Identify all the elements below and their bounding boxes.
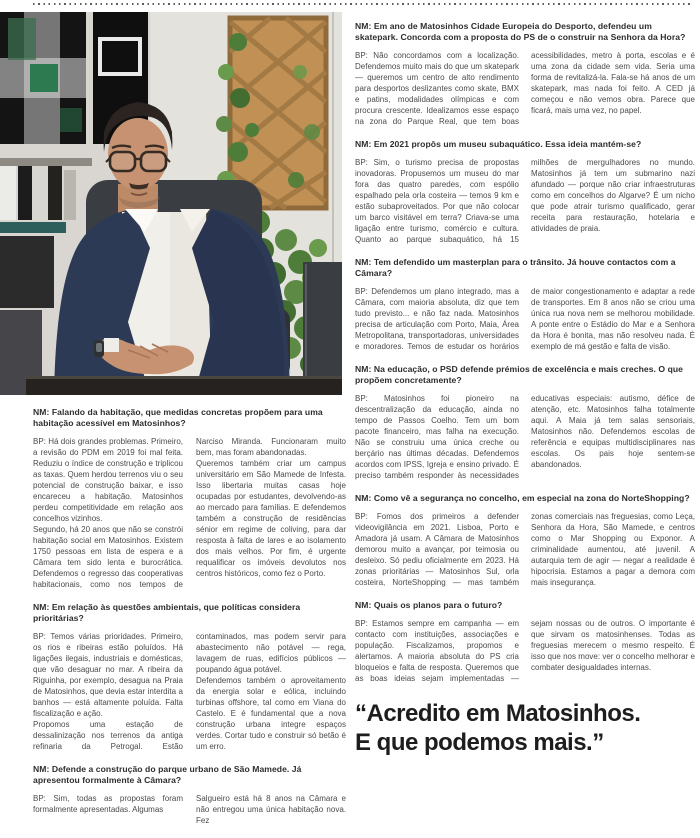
answer-paragraph: BP: Sim, todas as propostas foram formalmente apresentadas. Algumas <box>33 794 183 814</box>
answer-paragraph: Defendemos também o aproveitamento da energia solar e eólica, incluindo turbinas offshore, tal como em Viana do Castelo. E é fundamental que a nova construção urbana integre espaços verdes. Cortar tudo e construir só betão é um erro. <box>196 676 346 751</box>
laptop-monitor <box>303 262 342 380</box>
qa-housing <box>33 407 346 590</box>
desk <box>26 376 342 395</box>
qa-security <box>355 493 695 588</box>
question: NM: Em 2021 propôs um museu subaquático. Essa ideia mantém-se? <box>355 139 642 149</box>
question: NM: Em ano de Matosinhos Cidade Europeia do Desporto, defendeu um skatepark. Concorda com a proposta do PS de o construir na Senhora da Hora? <box>355 21 686 42</box>
qa-sao-mamede-park <box>33 764 346 826</box>
question: NM: Na educação, o PSD defende prémios de excelência e mais creches. O que propõem concretamente? <box>355 364 683 385</box>
answer-paragraph: BP: Defendemos um plano integrado, mas a Câmara, com maioria absoluta, diz que tem tudo previsto... e não faz nada. Matosinhos precisa de articulação com Porto, Maia, Área Metropolitana, transportadoras, universidades e moradores. Temos de estudar os horários de maior congestionamento e adaptar a rede de transportes. Em 8 anos não se criou uma única rua nova nem se melhorou mobilidade. A ponte entre o Estádio do Mar e a Senhora da Hora é bonita, mas não resolveu nada. É exemplo de má gestão e falta de visão. <box>355 287 695 351</box>
answer-paragraph: BP: Matosinhos foi pioneiro na descentralização da educação, ainda no tempo de Passos Coelho. Tem um bom pacote financeiro, mas falha na execução. Não se construiu uma única creche ou berçário nas últimas décadas. Defendemos acordos com IPSS, Igreja e ensino privado. É preciso também responder às necessidades educativas especiais: autismo, défice de atenção, etc. Matosinhos falha totalmente aqui. A Maia já tem salas sensoriais, Matosinhos não. Defendemos escolas de referência e equipas multidisciplinares nas escolas. Os pais hoje sentem-se abandonados. <box>355 394 695 480</box>
right-text-column <box>355 21 695 758</box>
qa-future-plans <box>355 600 695 684</box>
qa-skatepark <box>355 21 695 127</box>
answer <box>355 157 695 245</box>
question: NM: Falando da habitação, que medidas concretas propõem para uma habitação acessível em Matosinhos? <box>33 407 323 428</box>
answer-paragraph: BP: Temos várias prioridades. Primeiro, os rios e ribeiras estão poluídos. Há ligações ilegais, industriais e domésticas, que vão desaguar no mar. A ribeira da Riguinha, por exemplo, desagua na Praia de Matosinhos, que devia estar interdita a banhos — está altamente poluída. Falta fiscalização e ação. <box>33 632 183 718</box>
interview-photo <box>0 12 342 395</box>
answer-paragraph: BP: Estamos sempre em campanha — em contacto com instituições, associações e população. Fiscalizamos, propomos e alertamos. A maioria absoluta do PS cria bloqueios e falta de resposta. Queremos que as boas ideias sejam implementadas — sejam nossas ou de outros. O importante é que sirvam os matosinhenses. Todas as freguesias merecem o mesmo respeito. É isso que nos move: ver o concelho melhorar e combater desigualdades internas. <box>355 619 695 683</box>
answer-paragraph: BP: Há dois grandes problemas. Primeiro, a revisão do PDM em 2019 foi mal feita. Reduziu o índice de construção e triplicou as taxas. Quem herdou terrenos viu o seu potencial de construção baixar, e isso encareceu a habitação. Matosinhos perdeu competitividade em relação aos concelhos vizinhos. <box>33 437 183 523</box>
question: NM: Tem defendido um masterplan para o trânsito. Já houve contactos com a Câmara? <box>355 257 676 278</box>
qa-traffic-masterplan <box>355 257 695 352</box>
question: NM: Como vê a segurança no concelho, em especial na zona do NorteShopping? <box>355 493 690 503</box>
answer <box>355 618 695 684</box>
question: NM: Defende a construção do parque urbano de São Mamede. Já apresentou formalmente à Câmara? <box>33 764 302 785</box>
answer <box>33 793 346 826</box>
qa-environment <box>33 602 346 752</box>
pull-quote-line-1: “Acredito em Matosinhos. <box>355 700 641 727</box>
answer <box>355 393 695 481</box>
question: NM: Em relação às questões ambientais, que políticas considera prioritárias? <box>33 602 301 623</box>
answer-paragraph: BP: Sim, o turismo precisa de propostas inovadoras. Propusemos um museu do mar fora das quatro paredes, com espólio espalhado pela orla costeira — temos 9 km e estão subaproveitados. Por que não colocar um barco visitável em terra? Criava-se uma ligação entre turismo, comércio e cultura. Quanto ao parque subaquático, há 15 milhões de mergulhadores no mundo. Matosinhos já tem um submarino nazi afundado — porque não criar infraestruturas como em concelhos do Algarve? É um nicho que pode atrair turismo qualificado, gerar receita para restauração, hotelaria e atividades de praia. <box>355 158 695 244</box>
question: NM: Quais os planos para o futuro? <box>355 600 503 610</box>
answer-paragraph: BP: Fomos dos primeiros a defender videovigilância em 2021. Lisboa, Porto e Amadora já usam. A Câmara de Matosinhos demorou muito a avançar, por teimosia ou desleixo. Só pediu oficialmente em 2023. Há zonas prioritárias — Matosinhos Sul, orla costeira, NorteShopping — mas também zonas comerciais nas freguesias, como Leça, Senhora da Hora, São Mamede, e centros como o Mar Shopping ou Exponor. A criminalidade aumentou, até juvenil. A autarquia tem de agir — negar a realidade é hipocrisia. Estamos a pagar a demora com mais insegurança. <box>355 512 695 587</box>
answer-paragraph: Salgueiro está há 8 anos na Câmara e não entregou uma única habitação nova. Fez <box>196 794 346 825</box>
answer <box>33 631 346 752</box>
answer-paragraph: Queremos também criar um campus universitário em São Mamede de Infesta. Isso libertaria muitas casas hoje ocupadas por estudantes, devolvendo-as ao mercado para famílias. E defendemos também a construção de residências sénior em regime de coliving, para dar resposta à falta de lares e ao isolamento dos mais velhos. Por fim, é urgente requalificar os imóveis devolutos nos centros históricos, como fez o Porto. <box>196 459 346 578</box>
answer-paragraph: BP: Não concordamos com a localização. Defendemos muito mais do que um skatepark — queremos um centro de alto rendimento para desportos deslizantes como skate, BMX e patins, modalidades olímpicas e com procura crescente. Idealizamos esse espaço na zona do Parque Real, que tem boas acessibilidades, metro à porta, escolas e é uma zona da cidade sem vida. Seria uma forma de revitalizá-la. Fala-se há anos de um skatepark, mas nada foi feito. A CED já começou e não vemos obra. Parece que ficará, mais uma vez, no papel. <box>355 51 695 126</box>
answer <box>33 436 346 590</box>
answer-paragraph: Propomos uma estação de dessalinização nos terrenos da antiga refinaria da Petrogal. Estão contaminados, mas podem servir para abastecimento não potável — rega, lavagem de ruas, edifícios públicos — poupando água potável. <box>33 632 346 751</box>
answer <box>355 286 695 352</box>
qa-education <box>355 364 695 481</box>
pull-quote-line-2: E que podemos mais.” <box>355 728 604 756</box>
left-text-column <box>33 407 346 838</box>
answer-paragraph: Segundo, há 20 anos que não se constrói habitação social em Matosinhos. Existem 1750 pessoas em lista de espera e a Câmara tem sido lenta e burocrática. Defendemos o regresso das cooperativas habitacionais, como nos tempos de Narciso Miranda. Funcionaram muito bem, mas foram abandonadas. <box>33 437 346 589</box>
answer <box>355 511 695 588</box>
dotted-top-rule <box>33 3 693 5</box>
pull-quote <box>355 700 695 758</box>
qa-underwater-museum <box>355 139 695 245</box>
answer <box>355 50 695 127</box>
